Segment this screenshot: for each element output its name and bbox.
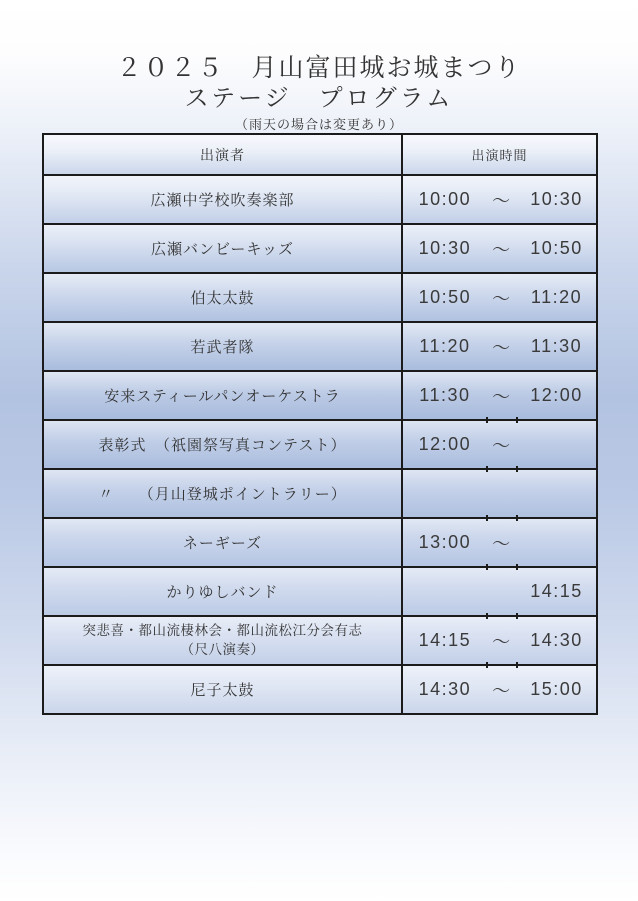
grid-tick: [516, 466, 518, 472]
table-header-row: [44, 135, 596, 174]
time-cell: [401, 421, 596, 468]
time-start: 10:00: [418, 189, 472, 209]
grid-tick: [486, 417, 488, 423]
time-start: 14:30: [418, 679, 472, 699]
time-cell: [401, 568, 596, 615]
grid-tick: [516, 662, 518, 668]
time-cell: [401, 666, 596, 713]
table-row: [44, 664, 596, 713]
page-title: ２０２５ 月山富田城お城まつり: [116, 54, 522, 82]
performer-cell: かりゆしバンド: [166, 584, 279, 601]
performer-cell: 安来スティールパンオーケストラ: [104, 388, 341, 405]
performer-cell: 表彰式 （祇園祭写真コンテスト）: [98, 437, 347, 454]
performer-cell: 〃 （月山登城ポイントラリー）: [98, 486, 347, 503]
time-tilde: ～: [492, 190, 512, 211]
grid-tick: [516, 613, 518, 619]
table-row: [44, 419, 596, 468]
time-tilde: ～: [492, 386, 512, 407]
performer-cell: 若武者隊: [190, 339, 255, 356]
table-row: [44, 223, 596, 272]
title-block: [0, 54, 638, 133]
table-row: [44, 468, 596, 517]
grid-tick: [516, 515, 518, 521]
time-start: 11:20: [419, 336, 471, 356]
grid-tick: [486, 564, 488, 570]
time-tilde: ～: [492, 631, 512, 652]
performer-cell: 尼子太鼓: [190, 682, 255, 699]
grid-tick: [516, 417, 518, 423]
page-subtitle: ステージ プログラム: [184, 84, 454, 112]
time-cell: [401, 519, 596, 566]
time-cell: [401, 470, 596, 517]
time-tilde: ～: [492, 435, 512, 456]
performer-name-line2: （尺八演奏）: [180, 641, 265, 657]
program-table: [42, 133, 598, 715]
table-row: [44, 370, 596, 419]
time-column-header: 出演時間: [401, 135, 596, 174]
table-row: [44, 517, 596, 566]
performer-cell: [44, 617, 401, 664]
time-start: 14:15: [418, 630, 472, 650]
performer-cell: 広瀬中学校吹奏楽部: [150, 192, 295, 209]
time-cell: [401, 372, 596, 419]
table-row: [44, 566, 596, 615]
grid-tick: [486, 515, 488, 521]
grid-tick: [486, 466, 488, 472]
time-tilde: ～: [492, 288, 512, 309]
time-start: 12:00: [418, 434, 472, 454]
time-tilde: ～: [492, 337, 512, 358]
grid-tick: [516, 564, 518, 570]
time-cell: [401, 617, 596, 664]
table-row: [44, 321, 596, 370]
table-row: [44, 174, 596, 223]
time-cell: [401, 323, 596, 370]
time-start: 10:50: [418, 287, 472, 307]
performer-cell: 伯太太鼓: [190, 290, 255, 307]
time-cell: [401, 225, 596, 272]
time-cell: [401, 274, 596, 321]
table-row: [44, 272, 596, 321]
time-start: 13:00: [418, 532, 472, 552]
time-cell: [401, 176, 596, 223]
table-row: [44, 615, 596, 664]
time-end: 10:30: [530, 189, 583, 209]
time-end: 15:00: [530, 679, 583, 699]
time-end: 10:50: [530, 238, 583, 258]
grid-tick: [486, 613, 488, 619]
time-end: 14:15: [530, 581, 583, 601]
performer-name-line1: 突悲喜・都山流棲林会・都山流松江分会有志: [82, 623, 363, 639]
time-end: 11:20: [530, 287, 583, 307]
time-start: 11:30: [419, 385, 471, 405]
time-start: 10:30: [418, 238, 472, 258]
time-tilde: ～: [492, 680, 512, 701]
time-end: 11:30: [530, 336, 583, 356]
time-end: 14:30: [530, 630, 583, 650]
time-end: 12:00: [530, 385, 583, 405]
time-tilde: ～: [492, 239, 512, 260]
performer-column-header: 出演者: [200, 146, 245, 163]
time-tilde: ～: [492, 533, 512, 554]
performer-cell: ネーギーズ: [182, 535, 263, 552]
performer-cell: 広瀬バンビーキッズ: [150, 241, 295, 258]
rain-note: （雨天の場合は変更あり）: [234, 117, 403, 133]
grid-tick: [486, 662, 488, 668]
